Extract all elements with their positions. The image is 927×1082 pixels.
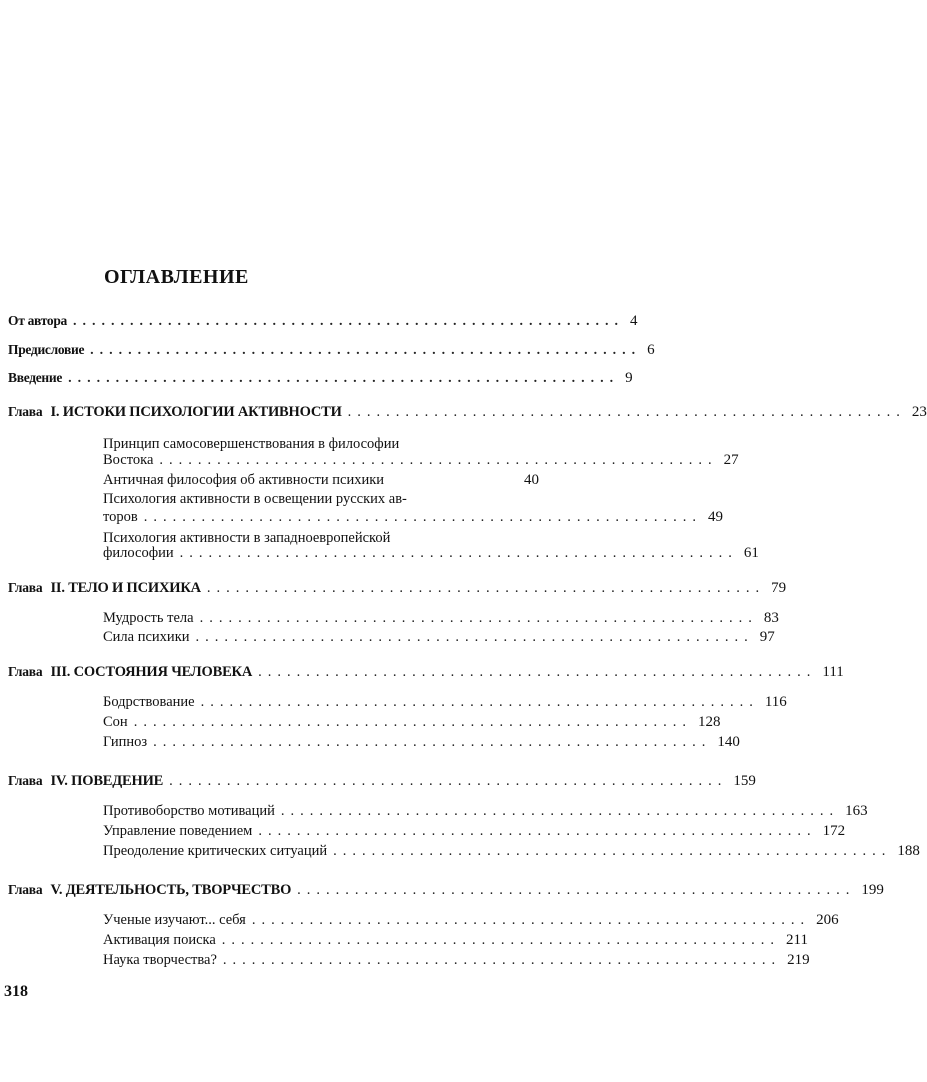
toc-section[interactable]: [103, 803, 868, 820]
chapter-page: 159: [733, 773, 756, 789]
section-page: 206: [816, 912, 839, 928]
toc-entry-label: Введение: [8, 370, 63, 385]
section-text-line: Психология активности в освещении русских ав-: [103, 491, 407, 507]
section-label: Востока: [103, 452, 154, 468]
chapter-heading: Глава IV. ПОВЕДЕНИЕ: [8, 773, 164, 789]
toc-entry-label: Предисловие: [8, 342, 85, 357]
toc-section[interactable]: [103, 843, 920, 860]
section-label: Сон: [103, 714, 128, 730]
toc-chapter-1[interactable]: [8, 404, 927, 421]
section-page: 140: [717, 734, 740, 750]
toc-entry-preface[interactable]: [8, 342, 655, 359]
toc-section[interactable]: [103, 912, 839, 929]
leader-dots: ..........................................................: [347, 404, 906, 420]
section-text-line: Принцип самосовершенствования в философии: [103, 436, 400, 452]
leader-dots: ..........................................................: [195, 629, 754, 645]
toc-section[interactable]: [103, 629, 775, 646]
section-label: Противоборство мотиваций: [103, 803, 275, 819]
section-label: философии: [103, 545, 174, 561]
leader-dots: ..........................................................: [206, 580, 766, 596]
chapter-page: 79: [771, 580, 787, 596]
toc-section[interactable]: [103, 694, 787, 711]
toc-entry-from-author[interactable]: [8, 313, 638, 330]
toc-section[interactable]: [103, 823, 846, 840]
section-page: 27: [723, 452, 739, 468]
section-page: 61: [743, 545, 759, 561]
section-page: 172: [822, 823, 846, 839]
section-page: 116: [764, 694, 787, 710]
toc-chapter-2[interactable]: [8, 580, 787, 597]
section-page: 188: [897, 843, 920, 859]
chapter-heading: Глава I. ИСТОКИ ПСИХОЛОГИИ АКТИВНОСТИ: [8, 404, 342, 420]
section-page: 163: [845, 803, 868, 819]
section-page: 83: [763, 610, 779, 626]
toc-section[interactable]: [103, 610, 779, 627]
section-label: Античная философия об активности психики: [103, 472, 385, 488]
leader-dots: ..........................................................: [258, 823, 817, 839]
section-label: торов: [103, 509, 138, 525]
leader-dots: ..........................................................: [68, 371, 620, 386]
leader-dots: ..........................................................: [251, 912, 811, 928]
chapter-page: 199: [861, 882, 884, 898]
toc-entry-label: От автора: [8, 313, 67, 328]
section-label: Преодоление критических ситуаций: [103, 843, 328, 859]
toc-section[interactable]: [103, 545, 759, 562]
section-page: 219: [787, 952, 810, 968]
toc-section[interactable]: [103, 509, 723, 526]
leader-dots: ..........................................................: [159, 452, 718, 468]
toc-section[interactable]: [103, 952, 810, 969]
section-text-line: Психология активности в западноевропейской: [103, 530, 391, 546]
toc-section[interactable]: [103, 734, 740, 751]
section-page: 97: [759, 629, 775, 645]
toc-entry-page: 4: [629, 313, 638, 329]
section-label: Ученые изучают... себя: [103, 912, 246, 928]
section-page: 40: [524, 472, 539, 488]
toc-entry-page: 9: [625, 370, 633, 386]
page-title: ОГЛАВЛЕНИЕ: [104, 266, 249, 288]
leader-dots: ..........................................................: [333, 843, 892, 859]
section-label: Бодрствование: [103, 694, 195, 710]
toc-chapter-4[interactable]: [8, 773, 756, 790]
chapter-page: 111: [822, 664, 844, 680]
leader-dots: ..........................................................: [297, 882, 856, 898]
leader-dots: ..........................................................: [280, 803, 840, 819]
toc-section[interactable]: [103, 932, 808, 949]
leader-dots: ..........................................................: [222, 952, 782, 968]
leader-dots: ..........................................................: [143, 509, 702, 525]
section-page: 128: [697, 714, 721, 730]
footer-page-number: 318: [4, 983, 28, 1000]
leader-dots: ..........................................................: [179, 545, 738, 561]
leader-dots: ..........................................................: [169, 773, 728, 789]
toc-section[interactable]: [103, 714, 721, 731]
leader-dots: ..........................................................: [200, 694, 759, 710]
leader-dots: ..........................................................: [133, 714, 692, 730]
section-page: 49: [708, 509, 723, 525]
toc-chapter-3[interactable]: [8, 664, 844, 681]
section-label: Сила психики: [103, 629, 190, 645]
section-label: Наука творчества?: [103, 952, 217, 968]
toc-chapter-5[interactable]: [8, 882, 884, 899]
section-label: Управление поведением: [103, 823, 253, 839]
leader-dots: ..........................................................: [153, 734, 712, 750]
chapter-heading: Глава II. ТЕЛО И ПСИХИКА: [8, 580, 201, 596]
section-page: 211: [786, 932, 808, 948]
section-label: Активация поиска: [103, 932, 216, 948]
chapter-heading: Глава V. ДЕЯТЕЛЬНОСТЬ, ТВОРЧЕСТВО: [8, 882, 292, 898]
chapter-heading: Глава III. СОСТОЯНИЯ ЧЕЛОВЕКА: [8, 664, 253, 680]
chapter-page: 23: [911, 404, 927, 420]
leader-dots: ..........................................................: [72, 314, 624, 329]
toc-section[interactable]: [103, 452, 739, 469]
leader-dots: ..........................................................: [258, 664, 817, 680]
toc-section[interactable]: [103, 472, 539, 489]
section-label: Гипноз: [103, 734, 148, 750]
leader-dots: ..........................................................: [90, 343, 642, 358]
leader-dots: ..........................................................: [221, 932, 781, 948]
toc-entry-page: 6: [647, 342, 655, 358]
leader-dots: ..........................................................: [199, 610, 758, 626]
toc-entry-introduction[interactable]: [8, 370, 633, 387]
section-label: Мудрость тела: [103, 610, 194, 626]
